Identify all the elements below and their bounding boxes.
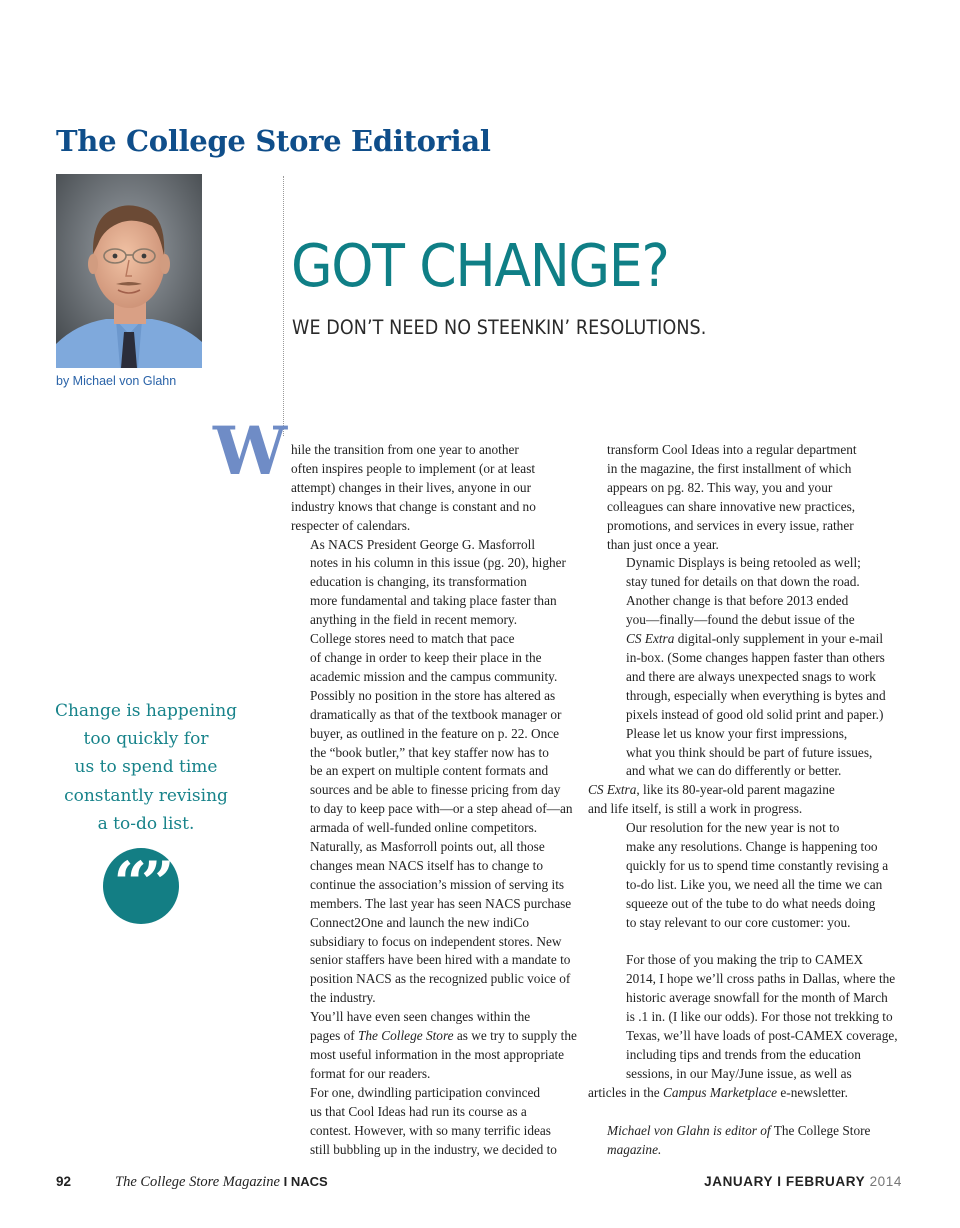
quote-mark-icon: “” — [103, 848, 179, 924]
drop-cap: W — [213, 412, 288, 490]
pull-quote: Change is happening too quickly for us to spend time constantly revising a to-do list. — [54, 701, 238, 834]
author-photo — [56, 174, 202, 368]
paragraph-2: As NACS President George G. Masforroll notes in his column in this issue (pg. 20), higher education is changing, its transformation more fundamental and taking place faster than anything in the field in recent memory. — [310, 536, 566, 628]
section-title: The College Store Editorial — [56, 124, 491, 158]
paragraph-10: Please let us know your first impressions, what you think should be part of future issues, and what we can do differently or better. CS Extra, like its 80-year-old parent magazine and life itself, is still a work in progress. — [588, 725, 873, 817]
article-column-2 — [588, 441, 907, 1159]
publication-name: The College Store Magazine I NACS — [115, 1174, 328, 1190]
paragraph-1: hile the transition from one year to another often inspires people to implement (or at least attempt) changes in their lives, anyone in our industry knows that change is constant and no respecter of calendars. — [291, 442, 536, 533]
subhead: WE DON’T NEED NO STEENKIN’ RESOLUTIONS. — [292, 316, 707, 339]
paragraph-12: For those of you making the trip to CAMEX 2014, I hope we’ll cross paths in Dallas, where the historic average snowfall for the month of March is .1 in. (I like our odds). For those not trekking to Texas, we’ll have loads of post-CAMEX coverage, including tips and trends from the education sessions, in our May/June issue, as well as articles in the Campus Marketplace e-newsletter. — [588, 952, 898, 1100]
paragraph-11: Our resolution for the new year is not to make any resolutions. Change is happening too quickly for us to spend time constantly revising a to-do list. Like you, we need all the time we can squeeze out of the tube to do what needs doing to stay relevant to our core customer: you. — [626, 820, 889, 930]
editor-signature: Michael von Glahn is editor of The College Store magazine. — [607, 1122, 871, 1157]
vertical-divider — [283, 176, 284, 436]
headline: GOT CHANGE? — [291, 231, 669, 300]
page-footer — [0, 1174, 960, 1194]
paragraph-3: College stores need to match that pace of change in order to keep their place in the academic mission and the campus community. Possibly no position in the store has altered as dramatically as that of the textbook manager or buyer, as outlined in the feature on p. 22. Once the “book butler,” that key staffer now has to be an expert on multiple content formats and sources and be able to finesse pricing from day to day to keep pace with—or a step ahead of—an armada of well-funded online competitors. — [310, 631, 573, 836]
byline: by Michael von Glahn — [56, 374, 177, 388]
page-number: 92 — [56, 1174, 72, 1189]
paragraph-4: Naturally, as Masforroll points out, all those changes mean NACS itself has to change to continue the association’s mission of serving its members. The last year has seen NACS purchase Connect2One and launch the new indiCo subsidiary to focus on independent stores. New senior staffers have been hired with a mandate to position NACS as the recognized public voice of the industry. — [310, 839, 572, 1006]
paragraph-7: transform Cool Ideas into a regular department in the magazine, the first installment of which appears on pg. 82. This way, you and your colleagues can share innovative new practices, promotions, and services in every issue, rather than just once a year. — [607, 442, 857, 552]
paragraph-9: Another change is that before 2013 ended you—finally—found the debut issue of the CS Extra digital-only supplement in your e-mail in-box. (Some changes happen faster than others and there are always unexpected snags to work through, especially when everything is bytes and pixels instead of good old solid print and paper.) — [626, 593, 886, 722]
paragraph-5: You’ll have even seen changes within the pages of The College Store as we try to supply the most useful information in the most appropriate format for our readers. — [310, 1009, 577, 1081]
article-column-1 — [291, 441, 591, 1159]
paragraph-6: For one, dwindling participation convinced us that Cool Ideas had run its course as a contest. However, with so many terrific ideas still bubbling up in the industry, we decided to — [310, 1084, 557, 1157]
paragraph-8: Dynamic Displays is being retooled as well; stay tuned for details on that down the road. — [626, 555, 861, 590]
issue-date: JANUARY I FEBRUARY 2014 — [704, 1174, 902, 1189]
